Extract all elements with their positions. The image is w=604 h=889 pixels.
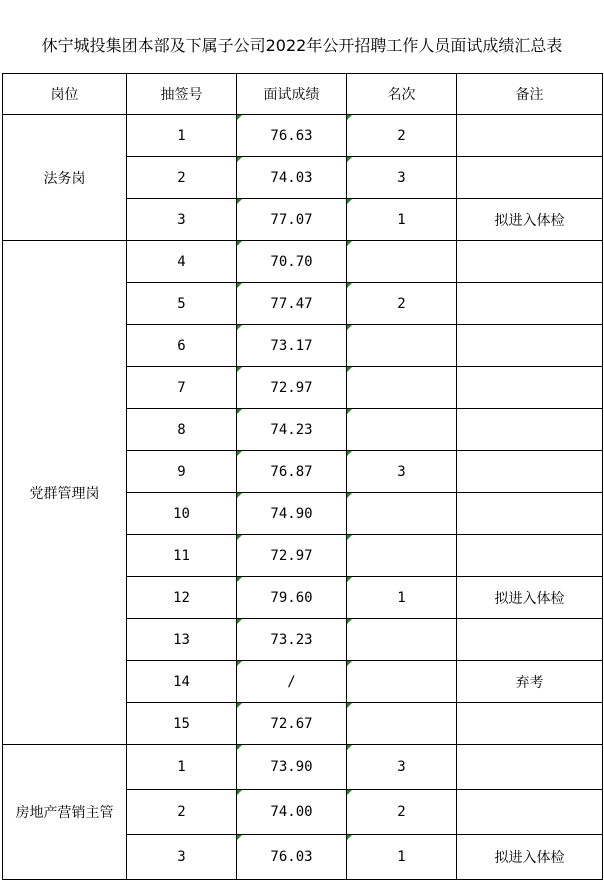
header-row — [3, 74, 603, 115]
rank-cell — [347, 409, 457, 451]
score-cell: 73.90 — [237, 745, 347, 790]
note-cell — [457, 157, 603, 199]
header-note: 备注 — [457, 74, 603, 115]
note-cell — [457, 535, 603, 577]
rank-cell — [347, 493, 457, 535]
draw-number-cell: 1 — [127, 115, 237, 157]
score-cell: 74.03 — [237, 157, 347, 199]
draw-number-cell: 13 — [127, 619, 237, 661]
score-cell: / — [237, 661, 347, 703]
rank-cell: 2 — [347, 790, 457, 835]
rank-cell — [347, 661, 457, 703]
score-cell: 76.03 — [237, 835, 347, 880]
rank-cell: 1 — [347, 199, 457, 241]
note-cell — [457, 745, 603, 790]
header-rank: 名次 — [347, 74, 457, 115]
position-cell: 法务岗 — [3, 115, 127, 241]
note-cell — [457, 790, 603, 835]
rank-cell — [347, 535, 457, 577]
table-body — [3, 115, 603, 880]
score-cell: 74.00 — [237, 790, 347, 835]
note-cell: 拟进入体检 — [457, 577, 603, 619]
rank-cell: 3 — [347, 745, 457, 790]
rank-cell — [347, 619, 457, 661]
table-row — [3, 745, 603, 790]
rank-cell: 3 — [347, 157, 457, 199]
rank-cell: 2 — [347, 115, 457, 157]
header-interview-score: 面试成绩 — [237, 74, 347, 115]
score-cell: 76.63 — [237, 115, 347, 157]
score-cell: 77.47 — [237, 283, 347, 325]
score-cell: 74.90 — [237, 493, 347, 535]
note-cell — [457, 241, 603, 283]
score-cell: 77.07 — [237, 199, 347, 241]
rank-cell — [347, 703, 457, 745]
note-cell — [457, 493, 603, 535]
rank-cell: 3 — [347, 451, 457, 493]
draw-number-cell: 3 — [127, 835, 237, 880]
score-cell: 76.87 — [237, 451, 347, 493]
score-cell: 70.70 — [237, 241, 347, 283]
position-cell: 房地产营销主管 — [3, 745, 127, 880]
draw-number-cell: 4 — [127, 241, 237, 283]
score-cell: 74.23 — [237, 409, 347, 451]
draw-number-cell: 9 — [127, 451, 237, 493]
draw-number-cell: 10 — [127, 493, 237, 535]
rank-cell: 1 — [347, 835, 457, 880]
draw-number-cell: 8 — [127, 409, 237, 451]
draw-number-cell: 11 — [127, 535, 237, 577]
note-cell — [457, 619, 603, 661]
rank-cell — [347, 325, 457, 367]
draw-number-cell: 3 — [127, 199, 237, 241]
draw-number-cell: 2 — [127, 157, 237, 199]
results-table — [2, 73, 603, 880]
page-title: 休宁城投集团本部及下属子公司2022年公开招聘工作人员面试成绩汇总表 — [41, 36, 563, 55]
rank-cell — [347, 241, 457, 283]
draw-number-cell: 5 — [127, 283, 237, 325]
note-cell: 弃考 — [457, 661, 603, 703]
draw-number-cell: 12 — [127, 577, 237, 619]
draw-number-cell: 6 — [127, 325, 237, 367]
note-cell — [457, 703, 603, 745]
rank-cell: 1 — [347, 577, 457, 619]
note-cell — [457, 409, 603, 451]
draw-number-cell: 7 — [127, 367, 237, 409]
note-cell: 拟进入体检 — [457, 835, 603, 880]
header-position: 岗位 — [3, 74, 127, 115]
note-cell — [457, 283, 603, 325]
table-row — [3, 241, 603, 283]
note-cell — [457, 451, 603, 493]
draw-number-cell: 14 — [127, 661, 237, 703]
note-cell — [457, 115, 603, 157]
score-cell: 73.17 — [237, 325, 347, 367]
score-cell: 72.97 — [237, 367, 347, 409]
rank-cell — [347, 367, 457, 409]
draw-number-cell: 15 — [127, 703, 237, 745]
note-cell — [457, 325, 603, 367]
draw-number-cell: 1 — [127, 745, 237, 790]
score-cell: 72.67 — [237, 703, 347, 745]
note-cell: 拟进入体检 — [457, 199, 603, 241]
score-cell: 79.60 — [237, 577, 347, 619]
rank-cell: 2 — [347, 283, 457, 325]
header-draw-number: 抽签号 — [127, 74, 237, 115]
table-row — [3, 115, 603, 157]
position-cell: 党群管理岗 — [3, 241, 127, 745]
note-cell — [457, 367, 603, 409]
score-cell: 73.23 — [237, 619, 347, 661]
score-cell: 72.97 — [237, 535, 347, 577]
draw-number-cell: 2 — [127, 790, 237, 835]
